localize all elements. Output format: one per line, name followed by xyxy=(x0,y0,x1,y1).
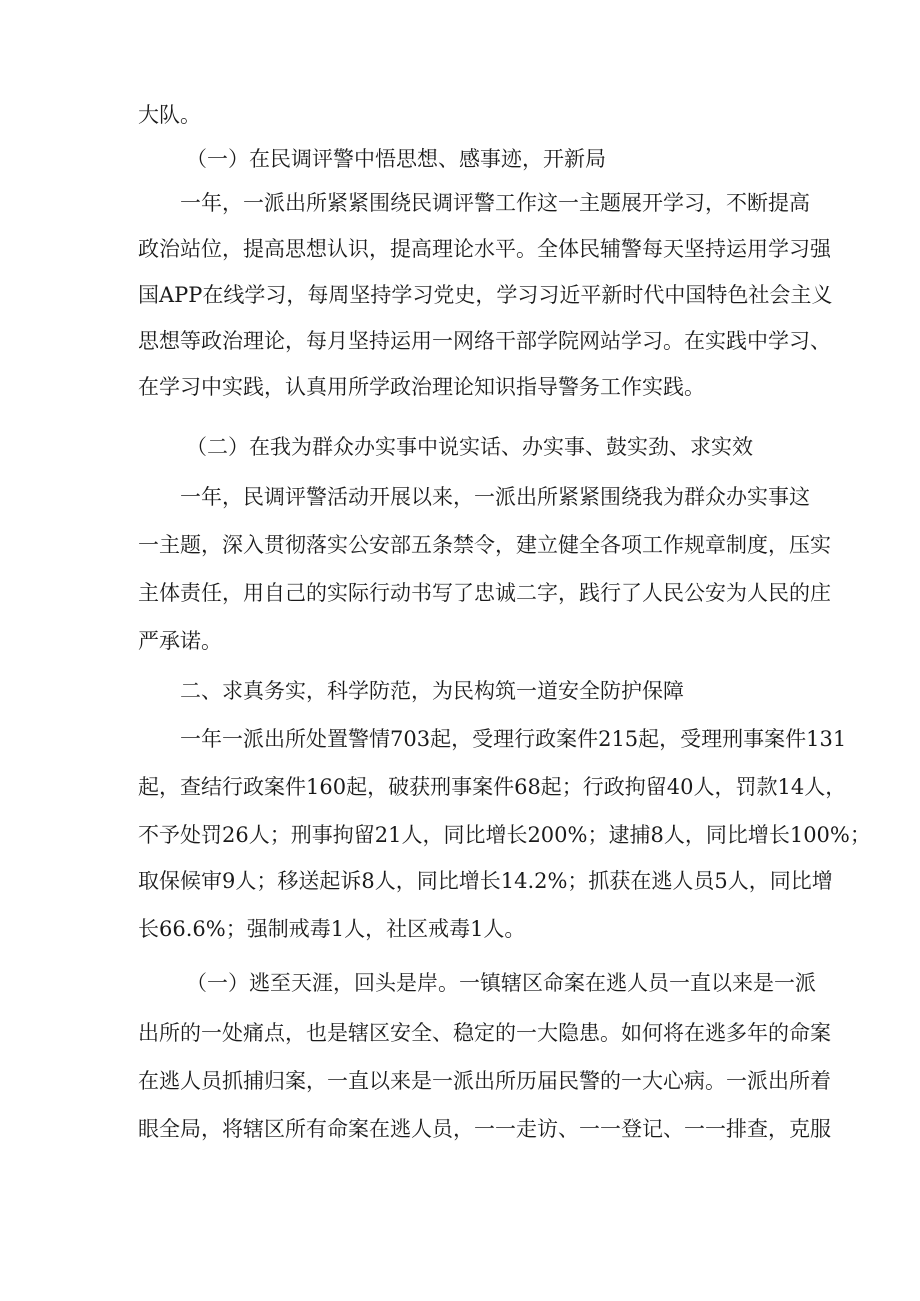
text-line: 大队。 xyxy=(138,103,201,127)
paragraph-line: 起，查结行政案件160起，破获刑事案件68起；行政拘留40人，罚款14人， xyxy=(138,775,847,799)
paragraph-line: 一主题，深入贯彻落实公安部五条禁令，建立健全各项工作规章制度，压实 xyxy=(138,533,831,557)
paragraph-line: 取保候审9人；移送起诉8人，同比增长14.2%；抓获在逃人员5人，同比增 xyxy=(138,869,833,893)
paragraph-line: 在学习中实践，认真用所学政治理论知识指导警务工作实践。 xyxy=(138,375,705,399)
paragraph-line: 一年一派出所处置警情703起，受理行政案件215起，受理刑事案件131 xyxy=(180,727,847,751)
paragraph-line: 思想等政治理论，每月坚持运用一网络干部学院网站学习。在实践中学习、 xyxy=(138,329,831,353)
section-heading: （二）在我为群众办实事中说实话、办实事、鼓实劲、求实效 xyxy=(186,435,753,459)
paragraph-line: 长66.6%；强制戒毒1人，社区戒毒1人。 xyxy=(138,917,526,941)
paragraph-line: 一年，一派出所紧紧围绕民调评警工作这一主题展开学习，不断提高 xyxy=(180,191,810,215)
paragraph-line: 主体责任，用自己的实际行动书写了忠诚二字，践行了人民公安为人民的庄 xyxy=(138,581,831,605)
paragraph-line: 一年，民调评警活动开展以来，一派出所紧紧围绕我为群众办实事这 xyxy=(180,485,810,509)
paragraph-line: 在逃人员抓捕归案，一直以来是一派出所历届民警的一大心病。一派出所着 xyxy=(138,1069,831,1093)
paragraph-line: 出所的一处痛点，也是辖区安全、稳定的一大隐患。如何将在逃多年的命案 xyxy=(138,1021,831,1045)
section-heading: 二、求真务实，科学防范，为民构筑一道安全防护保障 xyxy=(180,679,684,703)
section-heading: （一）在民调评警中悟思想、感事迹，开新局 xyxy=(186,147,606,171)
paragraph-line: 政治站位，提高思想认识，提高理论水平。全体民辅警每天坚持运用学习强 xyxy=(138,237,831,261)
paragraph-line: 严承诺。 xyxy=(138,629,222,653)
paragraph-line: 眼全局，将辖区所有命案在逃人员，一一走访、一一登记、一一排查，克服 xyxy=(138,1117,831,1141)
paragraph-line: （一）逃至天涯，回头是岸。一镇辖区命案在逃人员一直以来是一派 xyxy=(186,971,816,995)
paragraph-line: 不予处罚26人；刑事拘留21人，同比增长200%；逮捕8人，同比增长100%； xyxy=(138,823,871,847)
paragraph-line: 国APP在线学习，每周坚持学习党史，学习习近平新时代中国特色社会主义 xyxy=(138,283,833,307)
